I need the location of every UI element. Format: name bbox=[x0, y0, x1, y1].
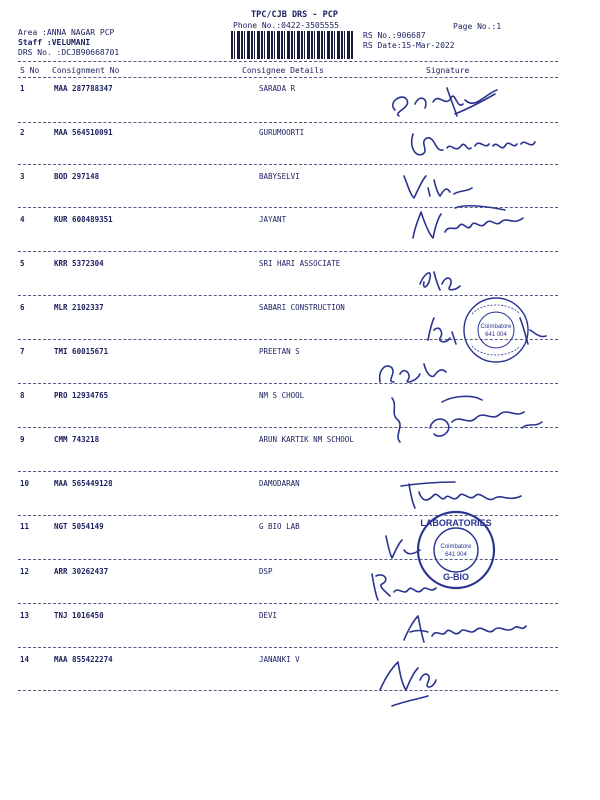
row-sno: 9 bbox=[20, 435, 25, 444]
svg-text:LABORATORIES: LABORATORIES bbox=[420, 518, 492, 528]
barcode-image bbox=[231, 31, 353, 59]
row-consignee: BABYSELVI bbox=[259, 172, 300, 181]
drs-line bbox=[18, 48, 119, 57]
row-sno: 14 bbox=[20, 655, 30, 664]
row-consignment: TNJ 1016450 bbox=[54, 611, 104, 620]
row-consignment: KRR 5372304 bbox=[54, 259, 104, 268]
row-sno: 8 bbox=[20, 391, 25, 400]
col-header-consignment: Consignment No bbox=[52, 66, 120, 75]
area-line bbox=[18, 28, 114, 37]
svg-text:641 004: 641 004 bbox=[445, 552, 467, 558]
signature-12 bbox=[366, 566, 456, 606]
row-divider bbox=[18, 164, 558, 165]
row-consignee: JANANKI V bbox=[259, 655, 300, 664]
row-consignment: MAA 287788347 bbox=[54, 84, 113, 93]
row-consignee: JAYANT bbox=[259, 215, 287, 224]
signature-11 bbox=[380, 528, 440, 562]
drs-label: DRS No. : bbox=[18, 48, 62, 57]
row-consignee: DAMODARAN bbox=[259, 479, 300, 488]
row-sno: 12 bbox=[20, 567, 30, 576]
row-divider bbox=[18, 122, 558, 123]
row-consignment: PRO 12934765 bbox=[54, 391, 109, 400]
signature-13 bbox=[396, 610, 536, 650]
row-consignee: G BIO LAB bbox=[259, 522, 300, 531]
row-consignment: NGT 5054149 bbox=[54, 522, 104, 531]
row-consignee: DSP bbox=[259, 567, 273, 576]
signature-14 bbox=[372, 650, 452, 712]
row-sno: 3 bbox=[20, 172, 25, 181]
row-consignment: MAA 565449128 bbox=[54, 479, 113, 488]
row-consignee: GURUMOORTI bbox=[259, 128, 305, 137]
stamp-printers bbox=[458, 292, 534, 368]
row-sno: 4 bbox=[20, 215, 25, 224]
col-header-sno: S No bbox=[20, 66, 40, 75]
signature-3 bbox=[398, 166, 478, 202]
svg-text:Coimbatore: Coimbatore bbox=[480, 324, 512, 330]
row-consignment: BOD 297148 bbox=[54, 172, 100, 181]
phone-number: Phone No.:0422-3505555 bbox=[233, 21, 339, 30]
rs-date: RS Date:15-Mar-2022 bbox=[363, 41, 455, 50]
row-consignment: MAA 855422274 bbox=[54, 655, 113, 664]
row-sno: 2 bbox=[20, 128, 25, 137]
page-number: Page No.:1 bbox=[453, 22, 502, 31]
row-consignee: PREETAN S bbox=[259, 347, 300, 356]
row-divider bbox=[18, 690, 558, 691]
staff-line bbox=[18, 38, 90, 47]
row-divider bbox=[18, 471, 558, 472]
svg-text:G-BIO: G-BIO bbox=[443, 572, 469, 582]
row-sno: 11 bbox=[20, 522, 30, 531]
signature-7 bbox=[372, 352, 452, 390]
row-consignment: CMM 743218 bbox=[54, 435, 100, 444]
row-sno: 10 bbox=[20, 479, 30, 488]
row-consignee: SRI HARI ASSOCIATE bbox=[259, 259, 341, 268]
svg-text:Coimbatore: Coimbatore bbox=[440, 544, 472, 550]
row-divider bbox=[18, 251, 558, 252]
row-consignment: KUR 608489351 bbox=[54, 215, 113, 224]
drs-value: DCJB90668701 bbox=[61, 48, 120, 57]
row-consignee: NM S CHOOL bbox=[259, 391, 305, 400]
row-consignment: MAA 564510091 bbox=[54, 128, 113, 137]
signature-5 bbox=[410, 260, 470, 294]
staff-label: Staff : bbox=[18, 38, 52, 47]
row-consignee: SABARI CONSTRUCTION bbox=[259, 303, 345, 312]
area-label: Area : bbox=[18, 28, 47, 37]
row-sno: 5 bbox=[20, 259, 25, 268]
row-consignee: ARUN KARTIK NM SCHOOL bbox=[259, 435, 354, 444]
row-divider bbox=[18, 603, 558, 604]
row-sno: 6 bbox=[20, 303, 25, 312]
staff-value: VELUMANI bbox=[51, 38, 91, 47]
signature-4 bbox=[405, 198, 535, 246]
signature-2 bbox=[405, 124, 555, 164]
row-consignee: SARADA R bbox=[259, 84, 296, 93]
signature-8 bbox=[382, 392, 562, 452]
row-divider bbox=[18, 383, 558, 384]
col-header-signature: Signature bbox=[426, 66, 470, 75]
svg-text:641 004: 641 004 bbox=[485, 332, 507, 338]
row-consignment: ARR 30262437 bbox=[54, 567, 109, 576]
row-sno: 7 bbox=[20, 347, 25, 356]
row-sno: 13 bbox=[20, 611, 30, 620]
row-consignee: DEVI bbox=[259, 611, 278, 620]
col-header-consignee: Consignee Details bbox=[242, 66, 324, 75]
row-consignment: MLR 2102337 bbox=[54, 303, 104, 312]
row-sno: 1 bbox=[20, 84, 25, 93]
signature-1 bbox=[385, 80, 505, 122]
header-bottom-divider bbox=[18, 77, 558, 78]
document-title: TPC/CJB DRS - PCP bbox=[251, 10, 338, 20]
area-value: ANNA NAGAR PCP bbox=[46, 28, 115, 37]
rs-number: RS No.:906687 bbox=[363, 31, 426, 40]
row-consignment: TMI 60015671 bbox=[54, 347, 109, 356]
header-top-divider bbox=[18, 61, 558, 62]
